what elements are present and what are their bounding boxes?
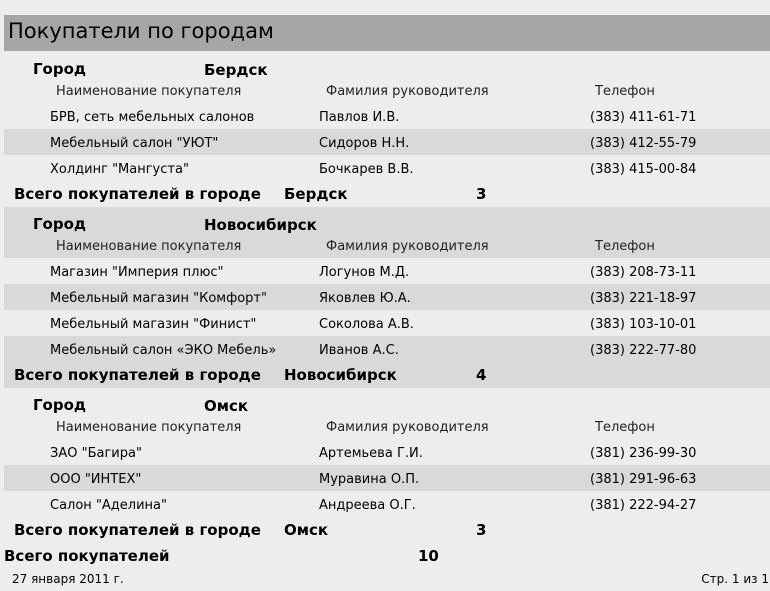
- city-total-label: Всего покупателей в городе: [14, 185, 261, 203]
- manager-name: Соколова А.В.: [319, 317, 414, 332]
- phone: (383) 103-10-01: [590, 317, 697, 332]
- city-total-label: Всего покупателей в городе: [14, 366, 261, 384]
- customer-name: Магазин "Империя плюс": [50, 265, 224, 280]
- city-label: Город: [33, 215, 87, 233]
- customer-name: Мебельный магазин "Комфорт": [50, 291, 267, 306]
- phone: (381) 236-99-30: [590, 446, 697, 461]
- customer-name: Салон "Аделина": [50, 498, 167, 513]
- city-label: Город: [33, 60, 87, 78]
- city-name: Новосибирск: [204, 216, 317, 234]
- phone: (381) 222-94-27: [590, 498, 697, 513]
- manager-name: Павлов И.В.: [319, 110, 400, 125]
- city-total-city: Новосибирск: [284, 366, 397, 384]
- page-number: Стр. 1 из 1: [701, 572, 769, 586]
- report-title: Покупатели по городам: [8, 19, 274, 43]
- manager-name: Иванов А.С.: [319, 343, 399, 358]
- manager-name: Яковлев Ю.А.: [319, 291, 411, 306]
- city-total-label: Всего покупателей в городе: [14, 521, 261, 539]
- manager-name: Артемьева Г.И.: [319, 446, 423, 461]
- grand-total-count: 10: [418, 547, 439, 565]
- manager-name: Андреева О.Г.: [319, 498, 416, 513]
- city-name: Бердск: [204, 61, 268, 79]
- col-header-phone: Телефон: [595, 420, 655, 435]
- city-label: Город: [33, 396, 87, 414]
- col-header-phone: Телефон: [595, 84, 655, 99]
- col-header-head: Фамилия руководителя: [326, 239, 489, 254]
- customer-name: Холдинг "Мангуста": [50, 162, 189, 177]
- col-header-name: Наименование покупателя: [56, 420, 242, 435]
- city-total-count: 4: [476, 366, 487, 384]
- customer-name: ООО "ИНТЕХ": [50, 472, 142, 487]
- manager-name: Логунов М.Д.: [319, 265, 410, 280]
- manager-name: Бочкарев В.В.: [319, 162, 414, 177]
- manager-name: Муравина О.П.: [319, 472, 420, 487]
- customer-name: БРВ, сеть мебельных салонов: [50, 110, 255, 125]
- customer-name: Мебельный салон «ЭКО Мебель»: [50, 343, 277, 358]
- phone: (381) 291-96-63: [590, 472, 697, 487]
- grand-total-label: Всего покупателей: [4, 547, 170, 565]
- phone: (383) 208-73-11: [590, 265, 697, 280]
- city-name: Омск: [204, 397, 249, 415]
- city-total-count: 3: [476, 521, 487, 539]
- customer-name: Мебельный салон "УЮТ": [50, 136, 219, 151]
- manager-name: Сидоров Н.Н.: [319, 136, 410, 151]
- customer-name: ЗАО "Багира": [50, 446, 142, 461]
- col-header-head: Фамилия руководителя: [326, 84, 489, 99]
- col-header-phone: Телефон: [595, 239, 655, 254]
- phone: (383) 222-77-80: [590, 343, 697, 358]
- report-date: 27 января 2011 г.: [12, 572, 124, 586]
- report-title-bar: [4, 15, 770, 51]
- col-header-name: Наименование покупателя: [56, 84, 242, 99]
- customer-name: Мебельный магазин "Финист": [50, 317, 257, 332]
- col-header-name: Наименование покупателя: [56, 239, 242, 254]
- phone: (383) 221-18-97: [590, 291, 697, 306]
- phone: (383) 411-61-71: [590, 110, 697, 125]
- city-total-city: Бердск: [284, 185, 348, 203]
- phone: (383) 412-55-79: [590, 136, 697, 151]
- col-header-head: Фамилия руководителя: [326, 420, 489, 435]
- phone: (383) 415-00-84: [590, 162, 697, 177]
- city-total-count: 3: [476, 185, 487, 203]
- city-total-city: Омск: [284, 521, 329, 539]
